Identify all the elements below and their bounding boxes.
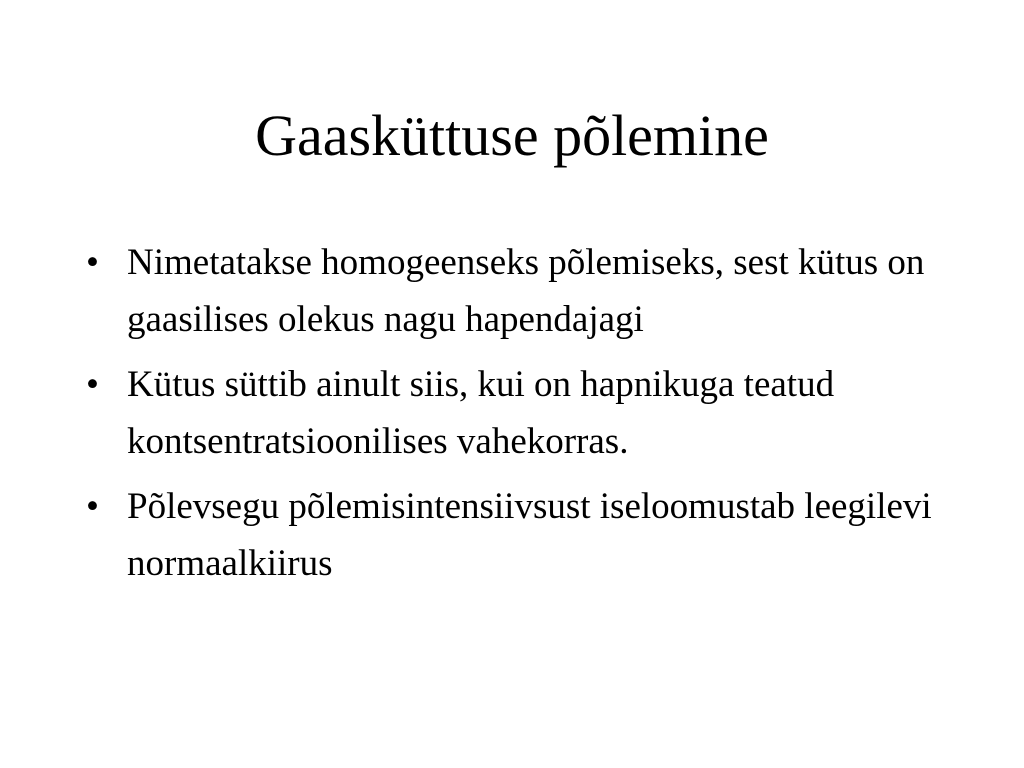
bullet-icon: • [86, 486, 99, 527]
list-item [82, 234, 942, 348]
list-item [82, 356, 942, 470]
list-item [82, 478, 942, 592]
bullet-text: Põlevsegu põlemisintensiivsust iseloomustab leegilevi normaalkiirus [127, 486, 932, 584]
bullet-text: Nimetatakse homogeenseks põlemiseks, sest kütus on gaasilises olekus nagu hapendajagi [127, 242, 925, 340]
bullet-list [82, 234, 942, 600]
bullet-icon: • [86, 364, 99, 405]
bullet-text: Kütus süttib ainult siis, kui on hapnikuga teatud kontsentratsioonilises vahekorras. [127, 364, 835, 462]
bullet-icon: • [86, 242, 99, 283]
slide-title: Gaasküttuse põlemine [255, 103, 769, 168]
